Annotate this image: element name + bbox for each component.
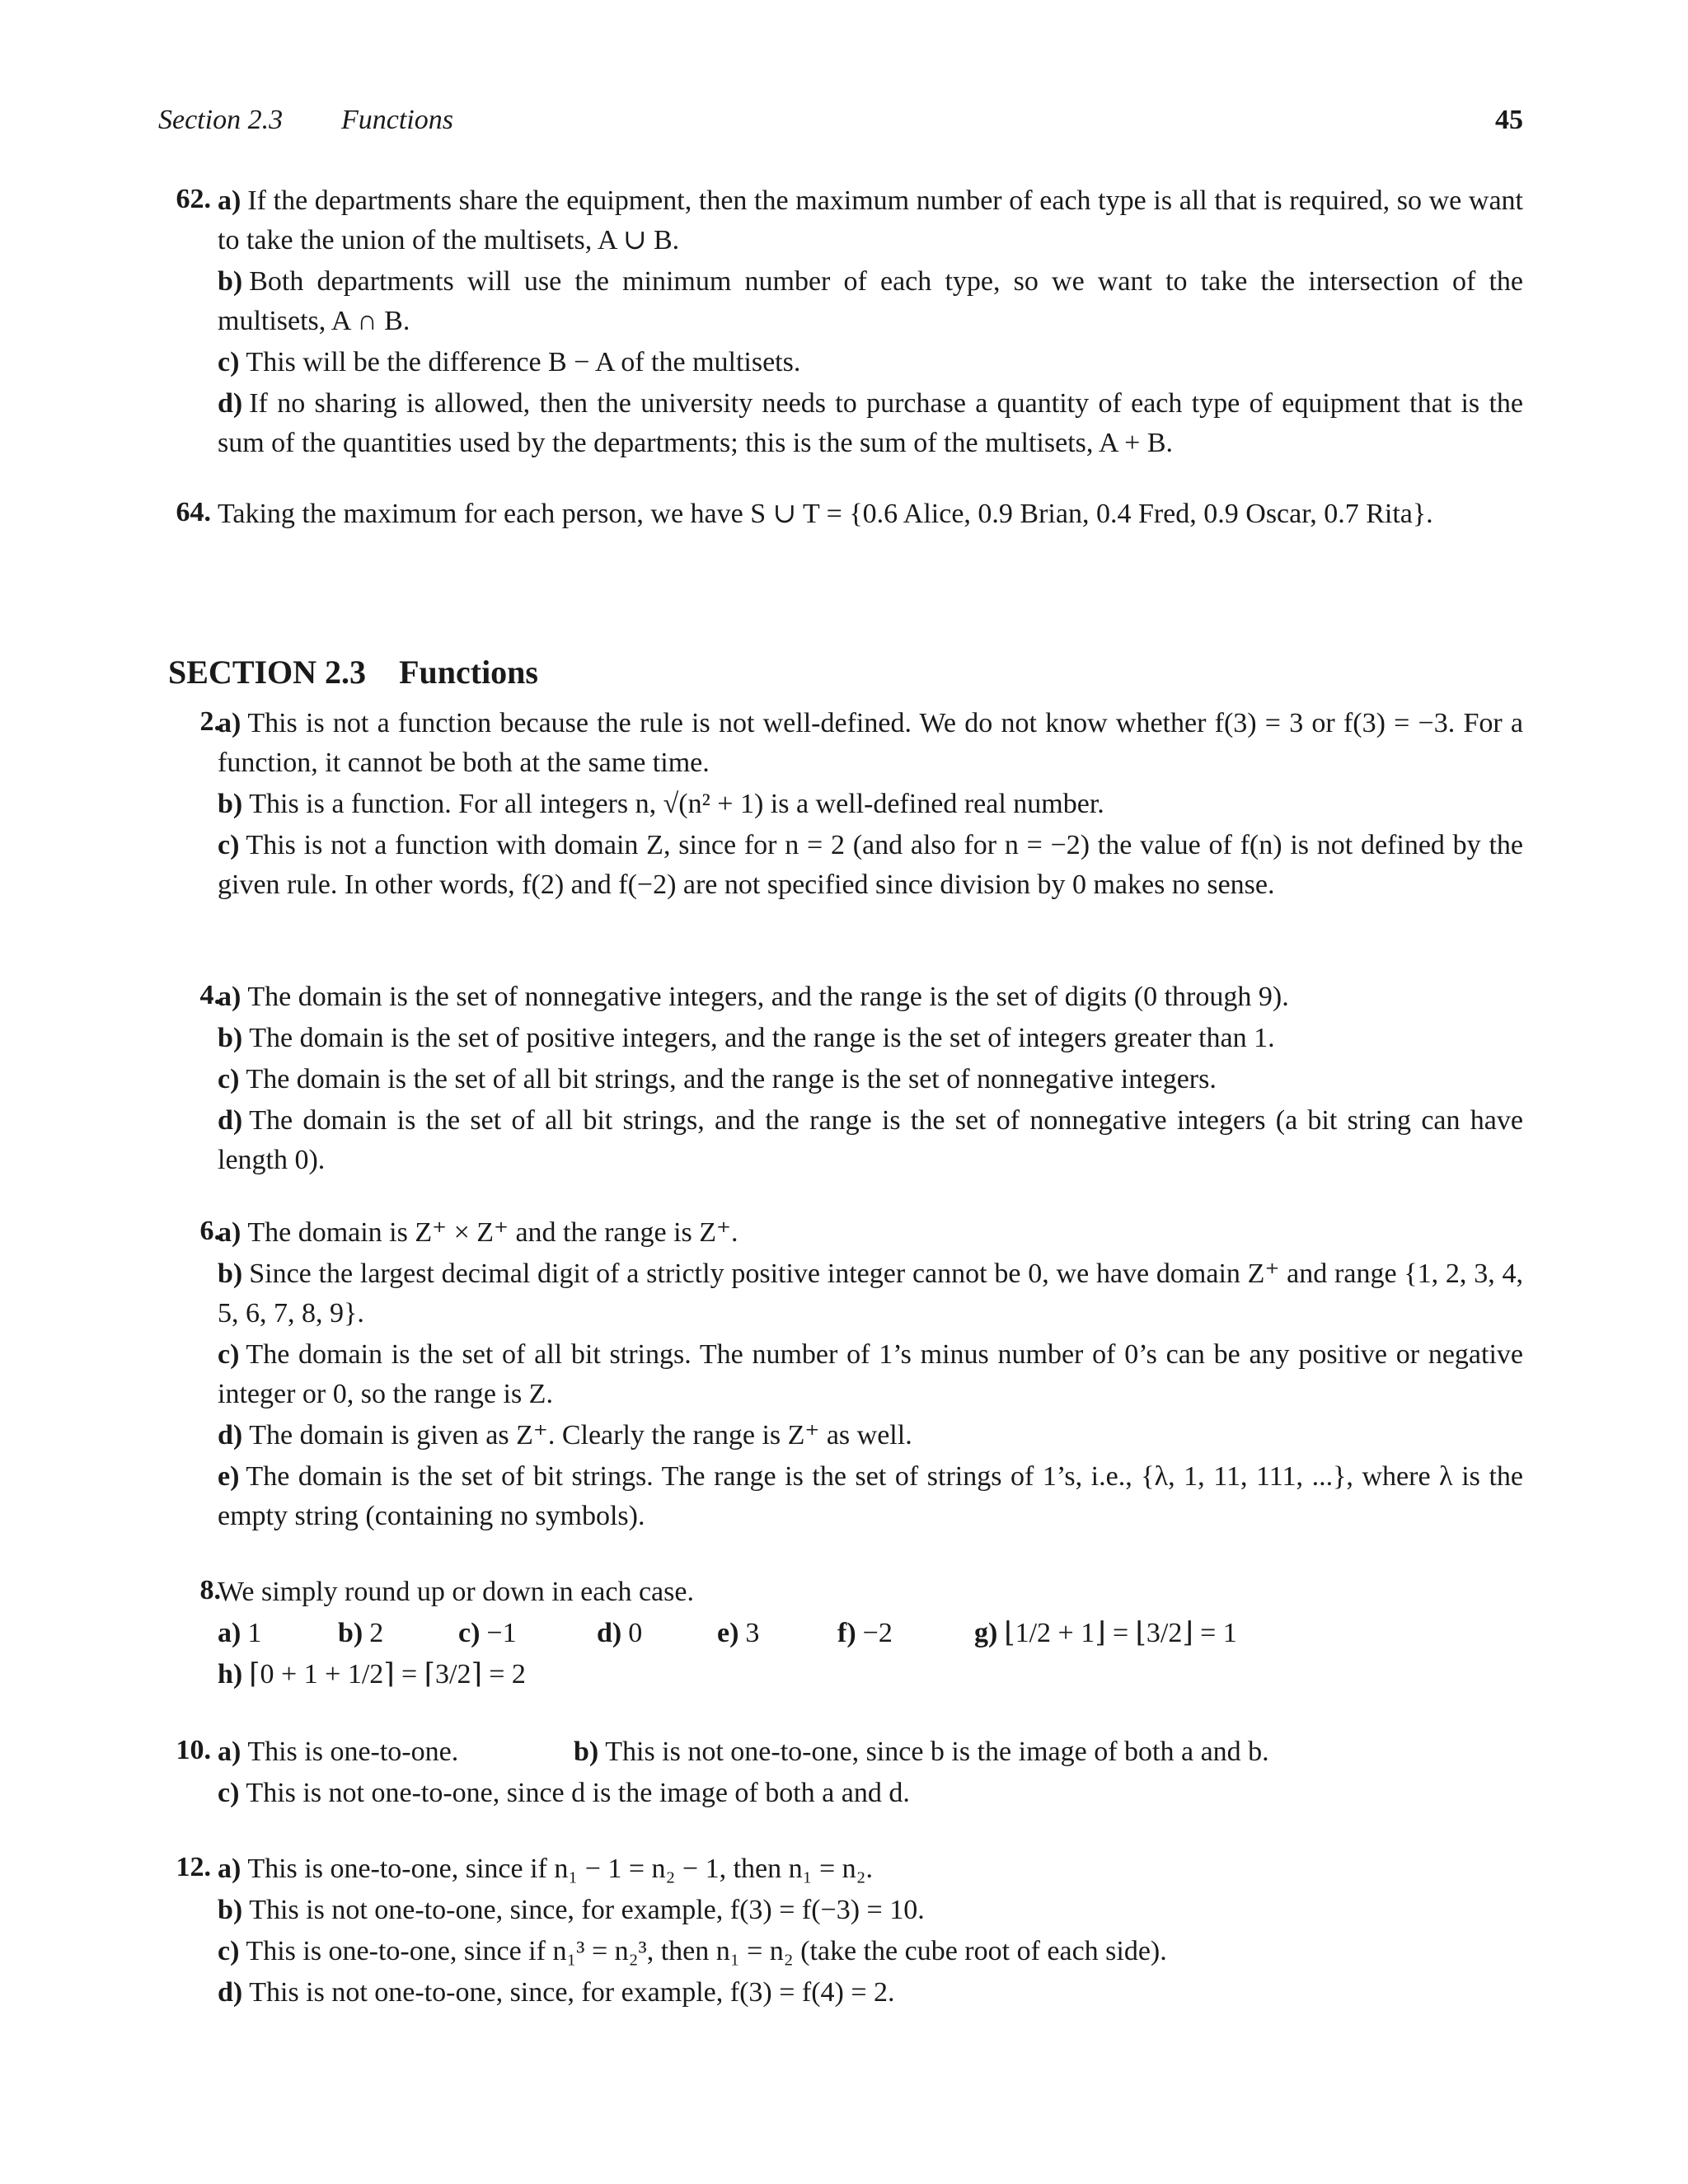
part-c: c) This is one-to-one, since if n₁³ = n₂³, then n₁ = n₂ (take the cube root of each side).	[218, 1936, 1167, 1966]
part-b: b) Both departments will use the minimum number of each type, so we want to take the intersection of the multisets, A ∩ B.	[218, 266, 1523, 336]
problem-62	[158, 180, 1523, 463]
part-b: b) The domain is the set of positive integers, and the range is the set of integers greater than 1.	[218, 1023, 1275, 1053]
problem-8	[158, 1571, 1523, 1694]
section-title: Functions	[399, 654, 538, 691]
section-heading	[168, 651, 538, 694]
part-a: a) This is not a function because the rule is not well-defined. We do not know whether f(3) = 3 or f(3) = −3. For a function, it cannot be both at the same time.	[218, 708, 1523, 778]
part-c: c) The domain is the set of all bit strings, and the range is the set of nonnegative integers.	[218, 1064, 1217, 1094]
part-e: e) 3	[717, 1618, 760, 1648]
part-c: c) This is not one-to-one, since d is the image of both a and d.	[218, 1778, 910, 1808]
problem-2	[158, 702, 1523, 905]
part-b: b) This is not one-to-one, since, for example, f(3) = f(−3) = 10.	[218, 1895, 925, 1925]
problem-number: 6.	[199, 1216, 221, 1246]
page-number: 45	[1495, 105, 1523, 135]
section-label: SECTION 2.3	[168, 654, 367, 691]
part-a: a) If the departments share the equipment, then the maximum number of each type is all that is required, so we want to take the union of the multisets, A ∪ B.	[218, 185, 1523, 255]
problem-number: 4.	[199, 980, 221, 1010]
part-b: b) Since the largest decimal digit of a strictly positive integer cannot be 0, we have domain Z⁺ and range {1, 2, 3, 4, 5, 6, 7, 8, 9}.	[218, 1258, 1523, 1329]
problem-number: 12.	[176, 1852, 211, 1882]
part-e: e) The domain is the set of bit strings. The range is the set of strings of 1’s, i.e., {λ, 1, 11, 111, ...}, where λ is the empty string (containing no symbols).	[218, 1461, 1523, 1531]
part-a: a) 1	[218, 1618, 262, 1648]
problem-4	[158, 976, 1523, 1180]
problem-number: 10.	[176, 1735, 211, 1765]
problem-number: 64.	[176, 497, 211, 527]
part-c: c) This will be the difference B − A of the multisets.	[218, 347, 801, 377]
problem-12	[158, 1848, 1523, 2013]
part-d: d) If no sharing is allowed, then the university needs to purchase a quantity of each type of equipment that is the sum of the quantities used by the departments; this is the sum of the multisets, A + B.	[218, 388, 1523, 458]
part-b: b) This is a function. For all integers n, √(n² + 1) is a well-defined real number.	[218, 789, 1104, 819]
problem-intro: We simply round up or down in each case.	[218, 1577, 694, 1607]
problem-10	[158, 1731, 1523, 1813]
part-c: c) −1	[458, 1618, 517, 1648]
problem-6	[158, 1212, 1523, 1536]
part-d: d) The domain is the set of all bit strings, and the range is the set of nonnegative integers (a bit string can have length 0).	[218, 1105, 1523, 1175]
running-header	[158, 101, 1523, 140]
part-d: d) This is not one-to-one, since, for example, f(3) = f(4) = 2.	[218, 1977, 895, 2008]
part-f: f) −2	[837, 1618, 893, 1648]
problem-number: 8.	[199, 1575, 221, 1605]
parts-ab	[218, 1732, 1523, 1772]
part-b: b) 2	[338, 1618, 384, 1648]
part-d: d) 0	[597, 1618, 643, 1648]
part-a: a) The domain is Z⁺ × Z⁺ and the range is Z⁺.	[218, 1217, 738, 1248]
part-g: g) ⌊1/2 + 1⌋ = ⌊3/2⌋ = 1	[974, 1618, 1237, 1648]
problem-64	[158, 493, 1523, 534]
part-c: c) This is not a function with domain Z, since for n = 2 (and also for n = −2) the value of f(n) is not defined by the given rule. In other words, f(2) and f(−2) are not specified since division by 0 makes no sense.	[218, 830, 1523, 900]
part-a: a) This is one-to-one, since if n₁ − 1 = n₂ − 1, then n₁ = n₂.	[218, 1854, 874, 1884]
problem-text: Taking the maximum for each person, we have S ∪ T = {0.6 Alice, 0.9 Brian, 0.4 Fred, 0.9 Oscar, 0.7 Rita}.	[218, 499, 1433, 529]
answers-row	[218, 1614, 1523, 1653]
problem-number: 2.	[199, 706, 221, 737]
header-title: Functions	[341, 105, 453, 135]
part-c: c) The domain is the set of all bit strings. The number of 1’s minus number of 0’s can be any positive or negative integer or 0, so the range is Z.	[218, 1339, 1523, 1409]
part-d: d) The domain is given as Z⁺. Clearly the range is Z⁺ as well.	[218, 1420, 912, 1451]
header-section: Section 2.3	[158, 105, 284, 135]
part-a: a) This is one-to-one.	[218, 1736, 459, 1767]
part-b: b) This is not one-to-one, since b is the image of both a and b.	[574, 1736, 1269, 1767]
problem-number: 62.	[176, 184, 211, 214]
part-h: h) ⌈0 + 1 + 1/2⌉ = ⌈3/2⌉ = 2	[218, 1659, 526, 1690]
part-a: a) The domain is the set of nonnegative integers, and the range is the set of digits (0 through 9).	[218, 982, 1289, 1012]
